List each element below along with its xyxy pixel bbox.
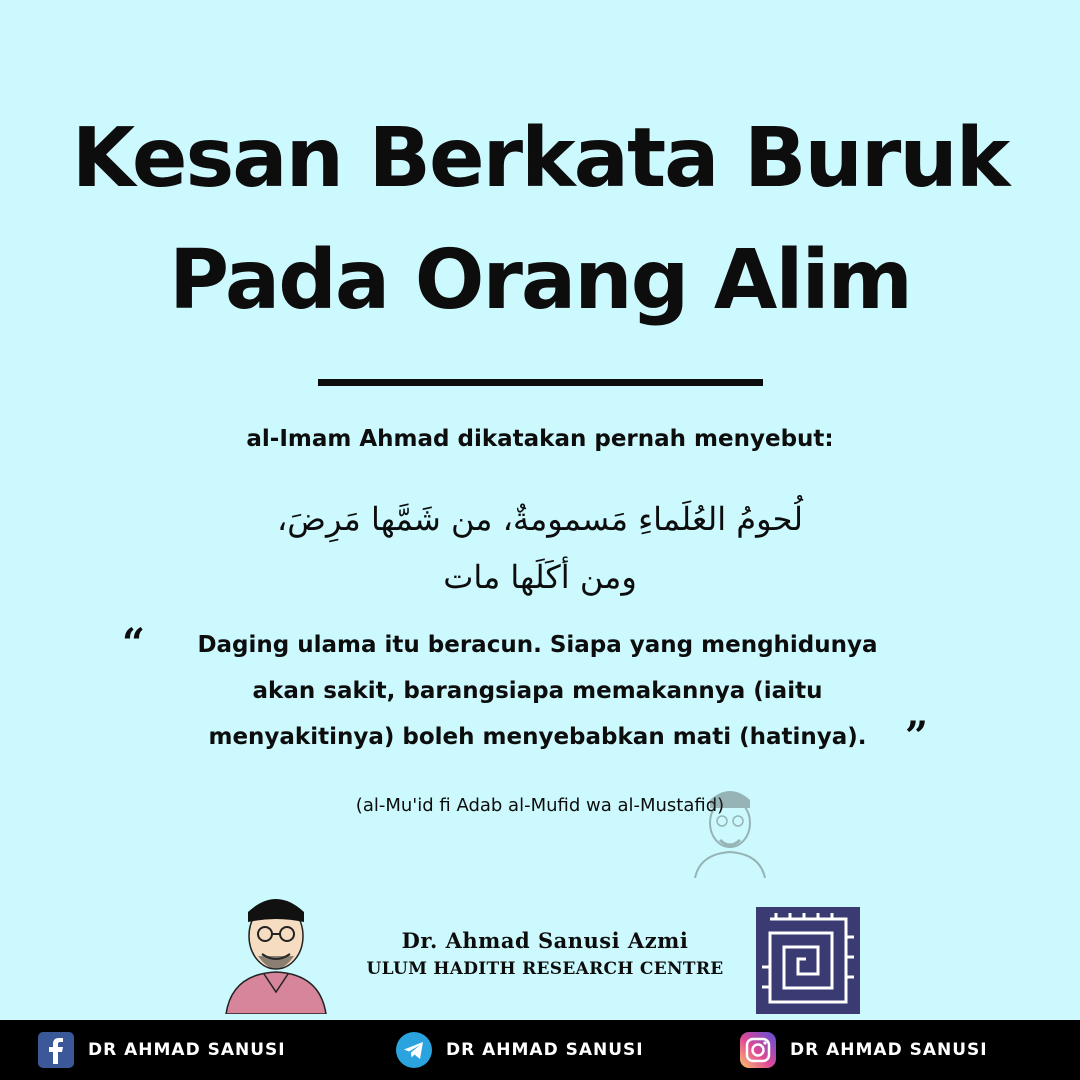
instagram-link[interactable] [740, 1032, 988, 1068]
open-quote-mark: “ [122, 620, 146, 667]
arabic-line-1: لُحومُ العُلَماءِ مَسمومةٌ، من شَمَّها مَرِضَ، [276, 500, 804, 538]
telegram-label: DR AHMAD SANUSI [446, 1040, 644, 1060]
author-organisation: ULUM HADITH RESEARCH CENTRE [366, 959, 724, 979]
author-name: Dr. Ahmad Sanusi Azmi [401, 928, 689, 953]
intro-text: al-Imam Ahmad dikatakan pernah menyebut: [246, 426, 834, 452]
kufic-logo [756, 907, 860, 1014]
title-line-2: Pada Orang Alim [168, 233, 912, 328]
facebook-link[interactable] [38, 1032, 286, 1068]
instagram-icon [740, 1032, 776, 1068]
social-footer [0, 1020, 1080, 1080]
source-citation: (al-Mu'id fi Adab al-Mufid wa al-Mustafid) [355, 795, 725, 816]
divider-top [318, 379, 763, 386]
arabic-line-2: ومن أكَلَها مات [443, 558, 637, 596]
instagram-label: DR AHMAD SANUSI [790, 1040, 988, 1060]
close-quote-mark: ” [905, 713, 929, 760]
translation-line-2: akan sakit, barangsiapa memakannya (iaitu [252, 678, 823, 704]
title-line-1: Kesan Berkata Buruk [71, 111, 1009, 206]
facebook-icon [38, 1032, 74, 1068]
translation-line-1: Daging ulama itu beracun. Siapa yang menghidunya [197, 632, 878, 658]
faded-portrait-sketch [690, 778, 770, 878]
telegram-icon [396, 1032, 432, 1068]
author-portrait [220, 882, 332, 1014]
telegram-link[interactable] [396, 1032, 644, 1068]
translation-quote [165, 622, 910, 760]
author-block [345, 928, 745, 979]
facebook-label: DR AHMAD SANUSI [88, 1040, 286, 1060]
translation-line-3: menyakitinya) boleh menyebabkan mati (hatinya). [208, 724, 867, 750]
arabic-quote [0, 490, 1080, 606]
page-title [0, 98, 1080, 342]
